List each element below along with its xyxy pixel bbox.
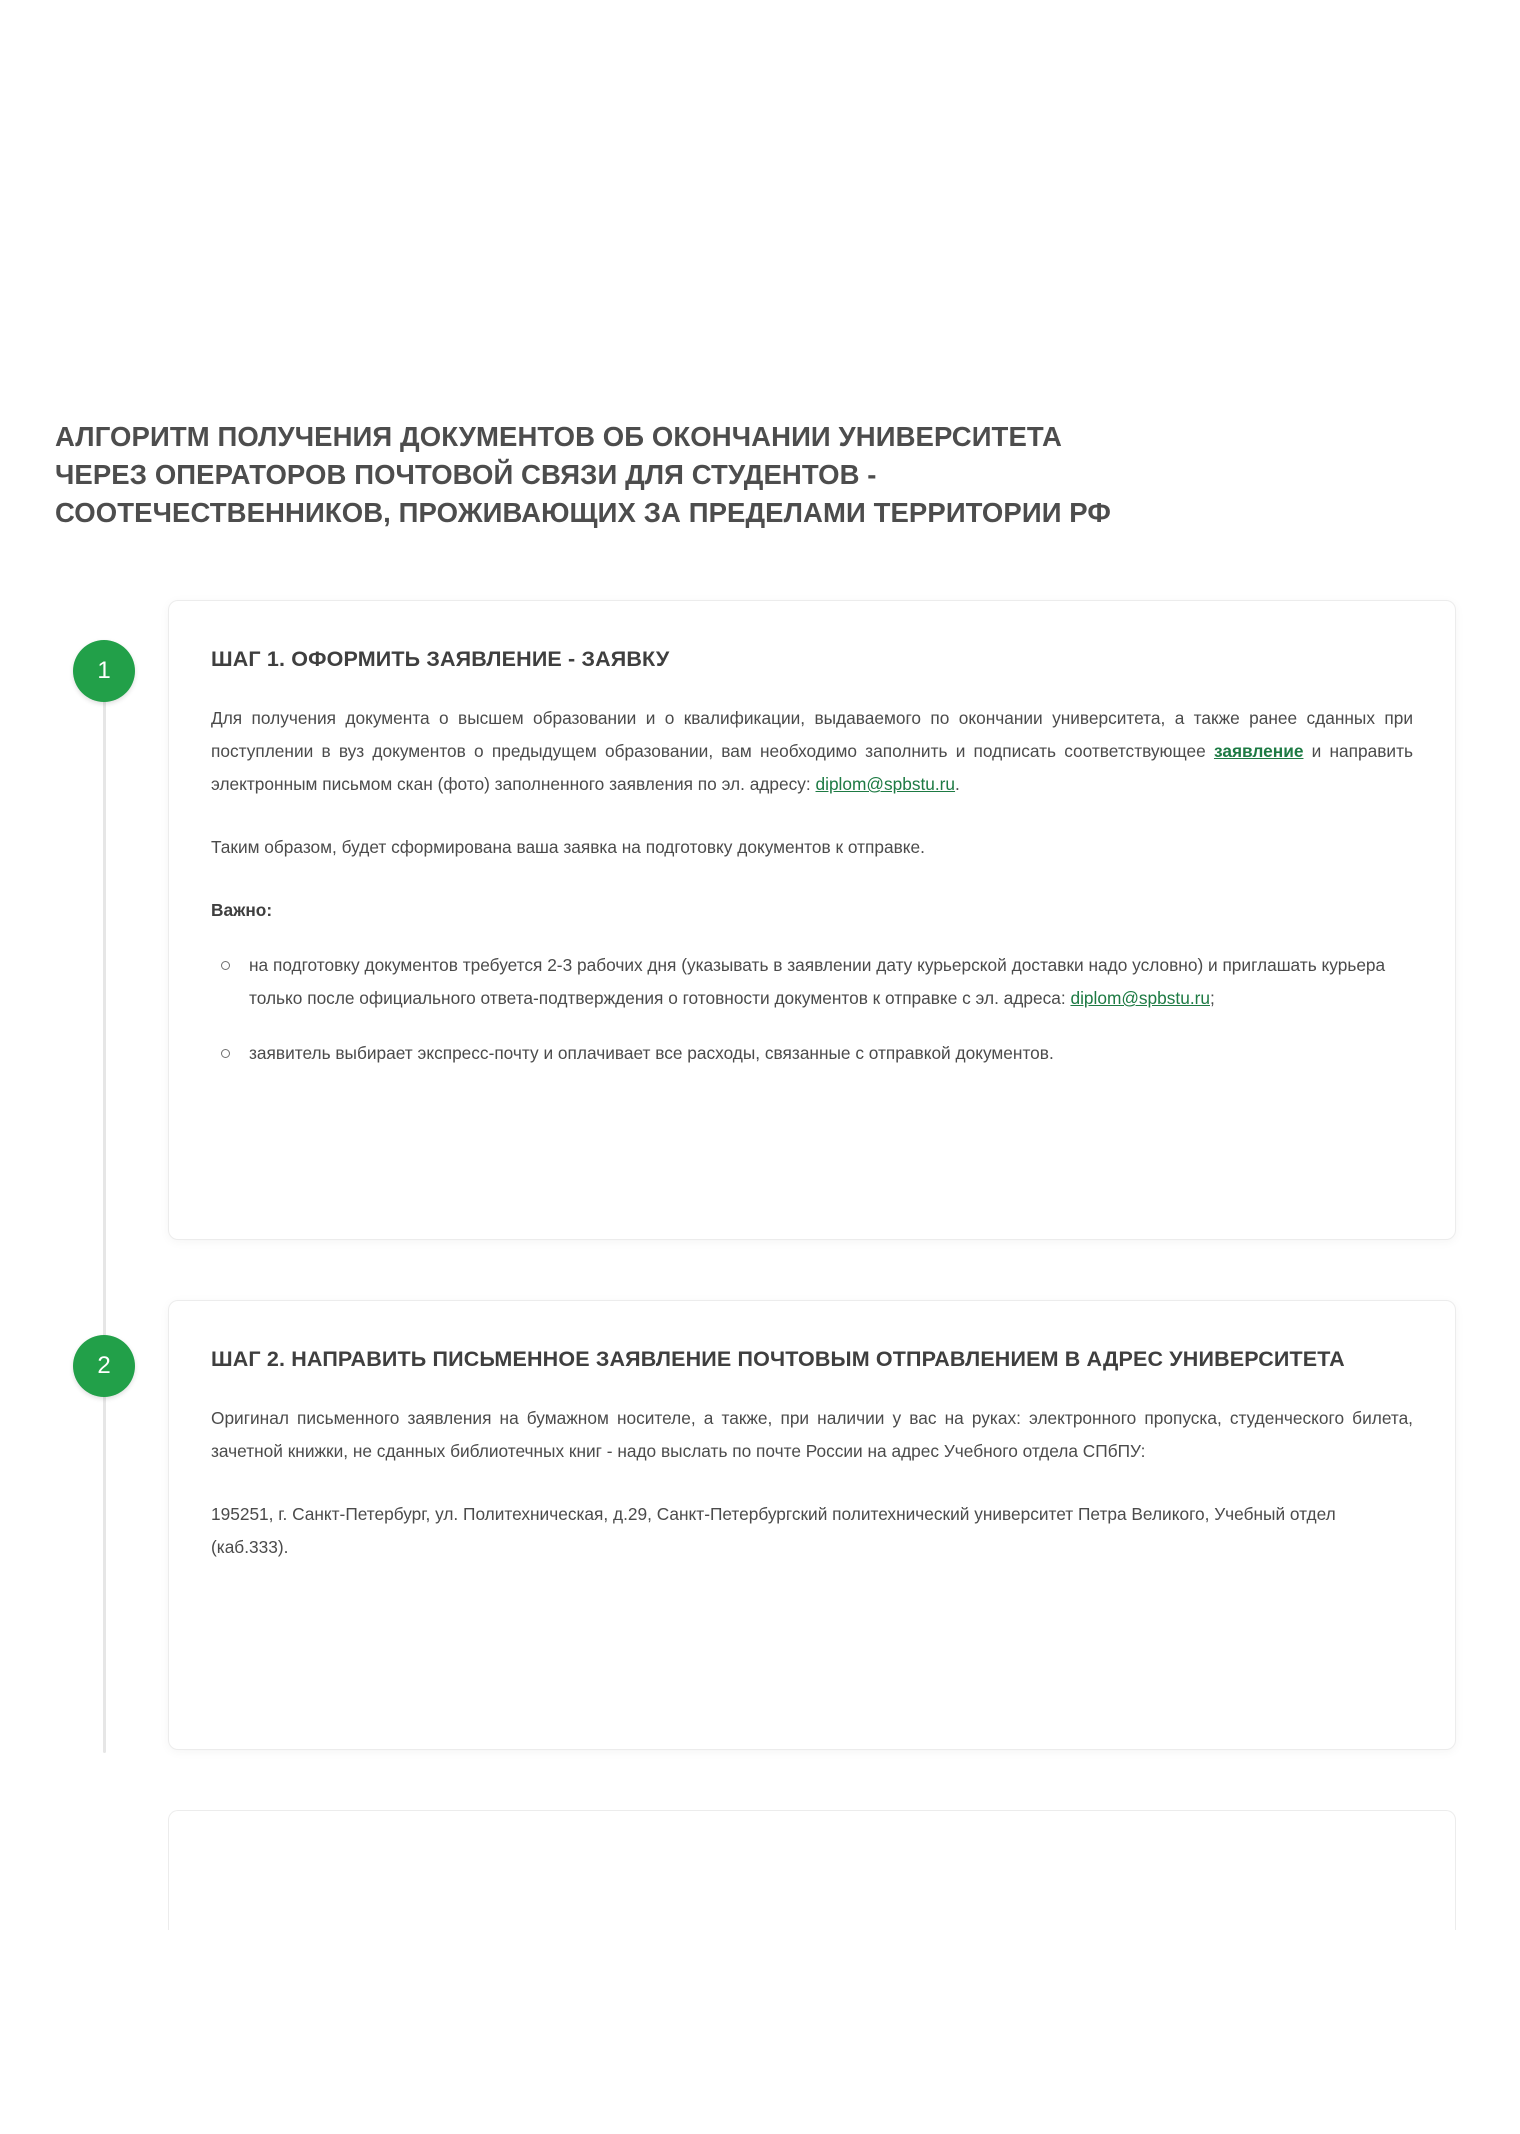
step-card-1 <box>168 600 1456 1240</box>
step-1-bullet-list <box>215 949 1413 1070</box>
step-badge-1 <box>73 640 135 702</box>
step-1-paragraph-2: Таким образом, будет сформирована ваша заявка на подготовку документов к отправке. <box>211 837 925 857</box>
application-link[interactable]: заявление <box>1213 741 1304 761</box>
step-2-paragraph-2: 195251, г. Санкт-Петербург, ул. Политехническая, д.29, Санкт-Петербургский политехнический университет Петра Великого, Учебный отдел (каб.333). <box>211 1504 1336 1557</box>
step-1-p1-text-b: и направить электронным письмом скан (фото) заполненного заявления по эл. адресу: <box>211 741 1414 794</box>
step-badge-2 <box>73 1335 135 1397</box>
step-2-paragraph-1: Оригинал письменного заявления на бумажном носителе, а также, при наличии у вас на руках: электронного пропуска, студенческого билета, зачетной книжки, не сданных библиотечных книг - надо выслать по почте России на адрес Учебного отдела СПбПУ: <box>211 1408 1413 1461</box>
step-card-2 <box>168 1300 1456 1750</box>
bullet-1-text-a: на подготовку документов требуется 2-3 рабочих дня (указывать в заявлении дату курьерской доставки надо условно) и приглашать курьера только после официального ответа-подтверждения о готовности документов к отправке с эл. адреса: <box>249 955 1386 1008</box>
step-badge-2-number: 2 <box>97 1352 111 1379</box>
bullet-2-text-a: заявитель выбирает экспресс-почту и оплачивает все расходы, связанные с отправкой документов. <box>249 1043 1054 1063</box>
important-label: Важно: <box>211 900 273 920</box>
step-2-body <box>211 1402 1413 1564</box>
step-1-paragraph-1 <box>211 702 1413 801</box>
step-1-p1-text-a: Для получения документа о высшем образовании и о квалификации, выдаваемого по окончании университета, а также ранее сданных при поступлении в вуз документов о предыдущем образовании, вам необходимо заполнить и подписать соответствующее <box>211 708 1413 761</box>
page-title-line-3: СООТЕЧЕСТВЕННИКОВ, ПРОЖИВАЮЩИХ ЗА ПРЕДЕЛАМИ ТЕРРИТОРИИ РФ <box>55 497 1111 528</box>
bullet-1-text-b: ; <box>1210 988 1215 1008</box>
page-title-line-2: ЧЕРЕЗ ОПЕРАТОРОВ ПОЧТОВОЙ СВЯЗИ ДЛЯ СТУДЕНТОВ - <box>55 459 877 490</box>
timeline-rail <box>103 690 106 1753</box>
step-badge-1-number: 1 <box>97 657 111 684</box>
bullet-circle-icon <box>221 1049 230 1058</box>
page-title-line-1: АЛГОРИТМ ПОЛУЧЕНИЯ ДОКУМЕНТОВ ОБ ОКОНЧАНИИ УНИВЕРСИТЕТА <box>55 421 1063 452</box>
step-2-title: ШАГ 2. НАПРАВИТЬ ПИСЬМЕННОЕ ЗАЯВЛЕНИЕ ПОЧТОВЫМ ОТПРАВЛЕНИЕМ В АДРЕС УНИВЕРСИТЕТА <box>211 1347 1345 1371</box>
list-item <box>215 1037 1413 1070</box>
email-link-diplom-bullet[interactable]: diplom@spbstu.ru <box>1070 988 1211 1008</box>
list-item <box>215 949 1413 1015</box>
step-card-3-partial <box>168 1810 1456 1930</box>
page-title <box>55 418 1475 532</box>
bullet-circle-icon <box>221 961 230 970</box>
step-1-title: ШАГ 1. ОФОРМИТЬ ЗАЯВЛЕНИЕ - ЗАЯВКУ <box>211 647 670 671</box>
email-link-diplom[interactable]: diplom@spbstu.ru <box>815 774 956 794</box>
step-1-body <box>211 702 1413 1070</box>
step-1-p1-text-c: . <box>955 774 960 794</box>
